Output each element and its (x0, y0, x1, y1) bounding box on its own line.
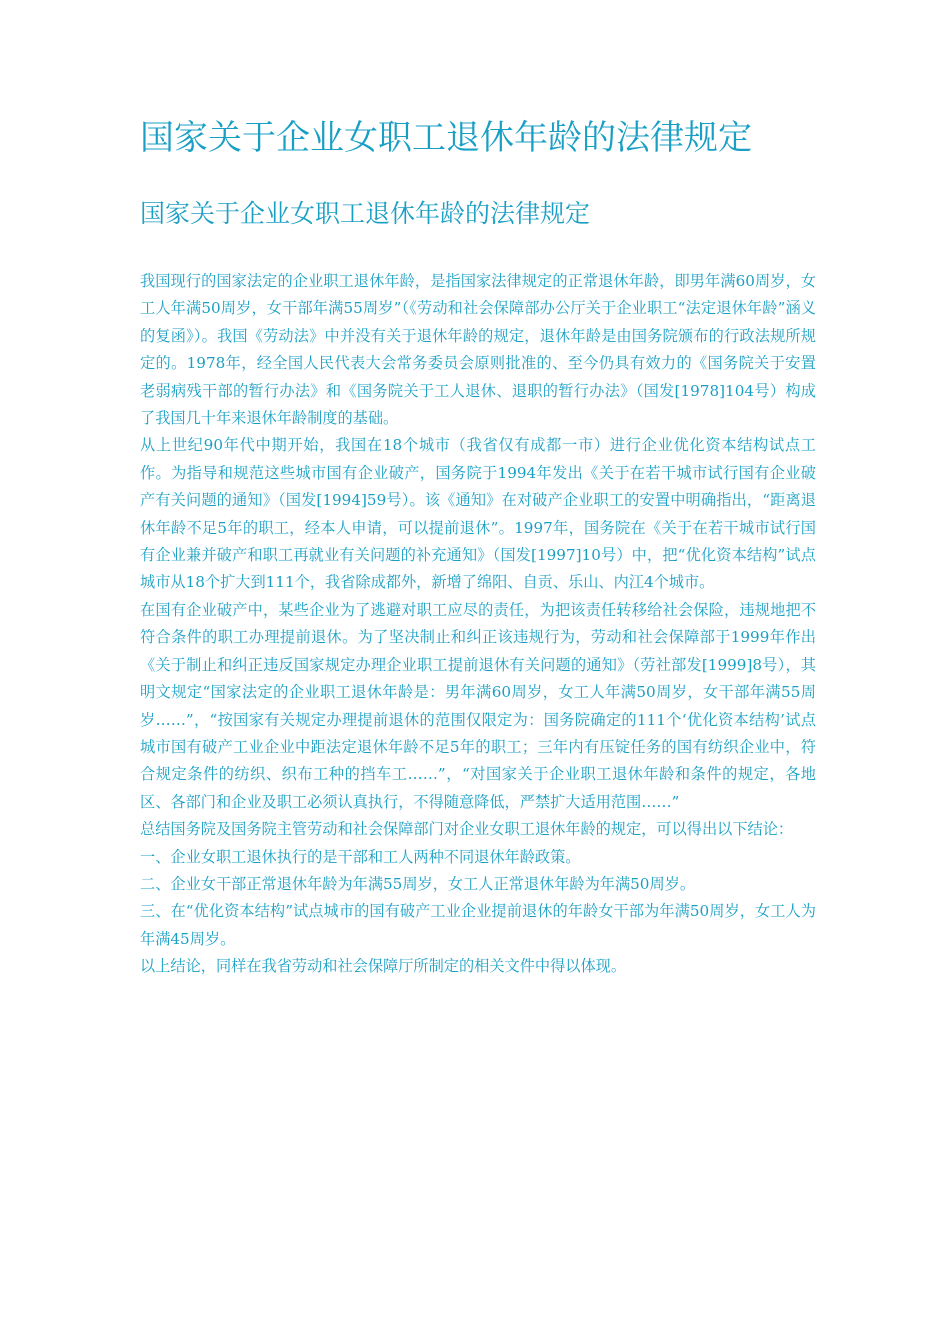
document-subtitle: 国家关于企业女职工退休年龄的法律规定 (140, 199, 591, 228)
document-title: 国家关于企业女职工退休年龄的法律规定 (140, 118, 752, 158)
document-body (140, 268, 816, 981)
paragraph-3: 在国有企业破产中，某些企业为了逃避对职工应尽的责任，为把该责任转移给社会保险，违规地把不符合条件的职工办理提前退休。为了坚决制止和纠正该违规行为，劳动和社会保障部于1999年作出《关于制止和纠正违反国家规定办理企业职工提前退休有关问题的通知》（劳社部发[1999]8号），其明文规定“国家法定的企业职工退休年龄是：男年满60周岁，女工人年满50周岁，女干部年满55周岁……”，“按国家有关规定办理提前退休的范围仅限定为：国务院确定的111个‘优化资本结构’试点城市国有破产工业企业中距法定退休年龄不足5年的职工；三年内有压锭任务的国有纺织企业中，符合规定条件的纺织、织布工种的挡车工……”，“对国家关于企业职工退休年龄和条件的规定，各地区、各部门和企业及职工必须认真执行，不得随意降低，严禁扩大适用范围……” (140, 600, 816, 811)
paragraph-2: 从上世纪90年代中期开始，我国在18个城市（我省仅有成都一市）进行企业优化资本结构试点工作。为指导和规范这些城市国有企业破产，国务院于1994年发出《关于在若干城市试行国有企业破产有关问题的通知》（国发[1994]59号）。该《通知》在对破产企业职工的安置中明确指出，“距离退休年龄不足5年的职工，经本人申请，可以提前退休”。1997年，国务院在《关于在若干城市试行国有企业兼并破产和职工再就业有关问题的补充通知》（国发[1997]10号）中，把“优化资本结构”试点城市从18个扩大到111个，我省除成都外，新增了绵阳、自贡、乐山、内江4个城市。 (140, 436, 816, 592)
conclusion-item-1: 一、企业女职工退休执行的是干部和工人两种不同退休年龄政策。 (140, 847, 581, 866)
conclusion-item-3: 三、在“优化资本结构”试点城市的国有破产工业企业提前退休的年龄女干部为年满50周岁，女工人为年满45周岁。 (140, 902, 816, 948)
conclusion-item-2: 二、企业女干部正常退休年龄为年满55周岁，女工人正常退休年龄为年满50周岁。 (140, 874, 696, 893)
paragraph-1: 我国现行的国家法定的企业职工退休年龄，是指国家法律规定的正常退休年龄，即男年满60周岁，女工人年满50周岁，女干部年满55周岁”（《劳动和社会保障部办公厅关于企业职工“法定退休年龄”涵义的复函》）。我国《劳动法》中并没有关于退休年龄的规定，退休年龄是由国务院颁布的行政法规所规定的。1978年，经全国人民代表大会常务委员会原则批准的、至今仍具有效力的《国务院关于安置老弱病残干部的暂行办法》和《国务院关于工人退休、退职的暂行办法》（国发[1978]104号）构成了我国几十年来退休年龄制度的基础。 (140, 272, 816, 428)
document-page (140, 100, 816, 981)
paragraph-closing: 以上结论，同样在我省劳动和社会保障厅所制定的相关文件中得以体现。 (140, 957, 626, 976)
paragraph-4: 总结国务院及国务院主管劳动和社会保障部门对企业女职工退休年龄的规定，可以得出以下结论： (140, 820, 794, 839)
